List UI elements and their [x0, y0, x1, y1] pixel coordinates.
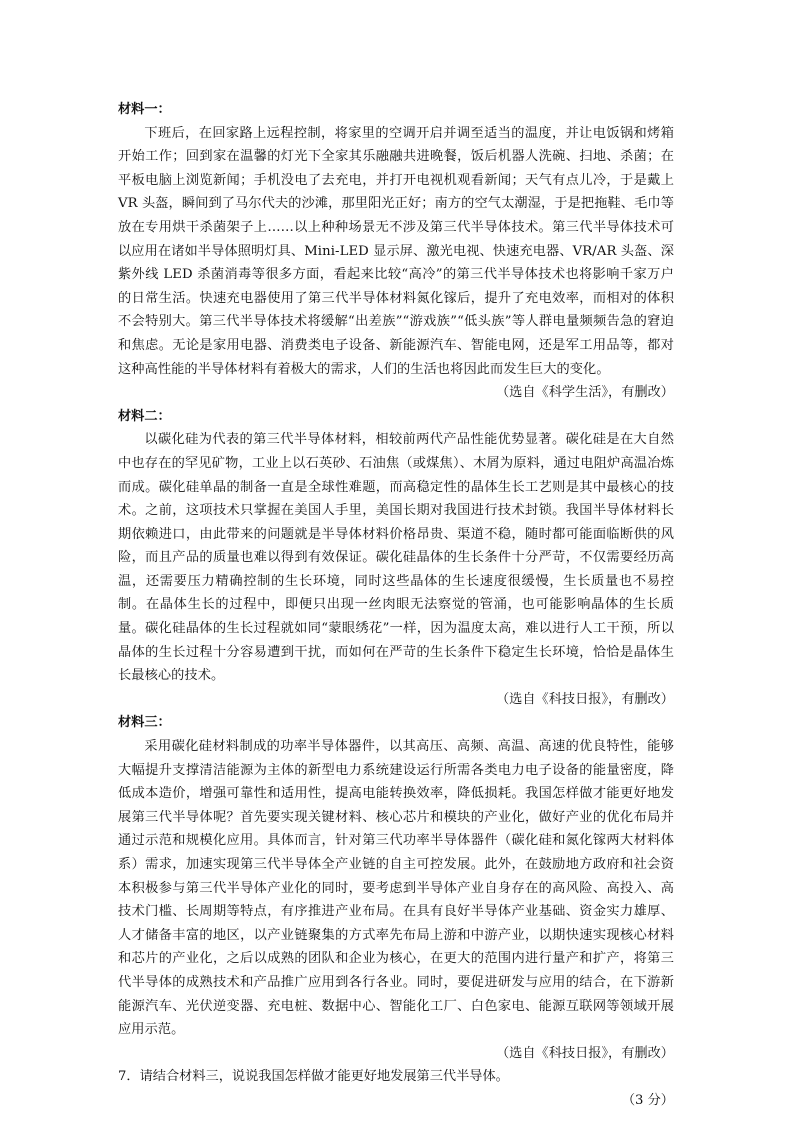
material-one-title: 材料一： — [118, 102, 171, 117]
material-two-title: 材料二： — [118, 408, 171, 424]
question-points: （3 分） — [621, 1092, 674, 1108]
material-one-source: （选自《科学生活》，有删改） — [495, 385, 674, 401]
material-two-body: 以碳化硅为代表的第三代半导体材料，相较前两代产品性能优势显著。碳化硅是在大自然中也存在的罕见矿物，工业上以石英砂、石油焦（或煤焦）、木屑为原料，通过电阻炉高温冶炼而成。碳化硅单晶的制备一直是全球性难题，而高稳定性的晶体生长工艺则是其中最核心的技术。之前，这项技术只掌握在美国人手里，美国长期对我国进行技术封锁。我国半导体材料长期依赖进口，由此带来的问题就是半导体材料价格昂贵、渠道不稳，随时都可能面临断供的风险，而且产品的质量也难以得到有效保证。碳化硅晶体的生长条件十分严苛，不仅需要经历高温，还需要压力精确控制的生长环境，同时这些晶体的生长速度很缓慢，生长质量也不易控制。在晶体生长的过程中，即便只出现一丝肉眼无法察觉的管涌，也可能影响晶体的生长质量。碳化硅晶体的生长过程就如同“蒙眼绣花”一样，因为温度太高，难以进行人工干预，所以晶体的生长过程十分容易遭到干扰，而如何在严苛的生长条件下稳定生长环境，恰恰是晶体生长最核心的技术。 — [118, 432, 674, 684]
material-two — [118, 405, 674, 712]
material-three-source: （选自《科技日报》，有删改） — [495, 1045, 674, 1061]
question-seven — [118, 1065, 674, 1112]
material-one-body: 下班后，在回家路上远程控制，将家里的空调开启并调至适当的温度，并让电饭锅和烤箱开始工作；回到家在温馨的灯光下全家其乐融融共进晚餐，饭后机器人洗碗、扫地、杀菌；在平板电脑上浏览新闻；手机没电了去充电，并打开电视机观看新闻；天气有点儿冷，于是戴上 VR 头盔，瞬间到了马尔代夫的沙滩，那里阳光正好；南方的空气太潮湿，于是把拖鞋、毛巾等放在专用烘干杀菌架子上……以上种种场景无不涉及第三代半导体技术。第三代半导体技术可以应用在诸如半导体照明灯具、Mini-LED 显示屏、激光电视、快速充电器、VR/AR 头盔、深紫外线 LED 杀菌消毒等很多方面，看起来比较“高冷”的第三代半导体技术也将影响千家万户的日常生活。快速充电器使用了第三代半导体材料氮化镓后，提升了充电效率，而相对的体积不会特别大。第三代半导体技术将缓解“出差族”“游戏族”“低头族”等人群电量频频告急的窘迫和焦虑。无论是家用电器、消费类电子设备、新能源汽车、智能电网，还是军工用品等，都对这种高性能的半导体材料有着极大的需求，人们的生活也将因此而发生巨大的变化。 — [118, 125, 674, 377]
material-three — [118, 711, 674, 1065]
question-text: 7．请结合材料三，说说我国怎样做才能更好地发展第三代半导体。 — [118, 1069, 509, 1085]
material-one — [118, 98, 674, 405]
document-content — [118, 98, 674, 1113]
material-two-source: （选自《科技日报》，有删改） — [495, 691, 674, 707]
material-three-body: 采用碳化硅材料制成的功率半导体器件，以其高压、高频、高温、高速的优良特性，能够大幅提升支撑清洁能源为主体的新型电力系统建设运行所需各类电力电子设备的能量密度，降低成本造价，增强可靠性和适用性，提高电能转换效率，降低损耗。我国怎样做才能更好地发展第三代半导体呢？首先要实现关键材料、核心芯片和模块的产业化，做好产业的优化布局并通过示范和规模化应用。具体而言，针对第三代功率半导体器件（碳化硅和氮化镓两大材料体系）需求，加速实现第三代半导体全产业链的自主可控发展。此外，在鼓励地方政府和社会资本积极参与第三代半导体产业化的同时，要考虑到半导体产业自身存在的高风险、高投入、高技术门槛、长周期等特点，有序推进产业布局。在具有良好半导体产业基础、资金实力雄厚、人才储备丰富的地区，以产业链聚集的方式率先布局上游和中游产业，以期快速实现核心材料和芯片的产业化，之后以成熟的团队和企业为核心，在更大的范围内进行量产和扩产，将第三代半导体的成熟技术和产品推广应用到各行各业。同时，要促进研发与应用的结合，在下游新能源汽车、光伏逆变器、充电桩、数据中心、智能化工厂、白色家电、能源互联网等领域开展应用示范。 — [118, 739, 674, 1038]
material-three-title: 材料三： — [118, 715, 171, 731]
